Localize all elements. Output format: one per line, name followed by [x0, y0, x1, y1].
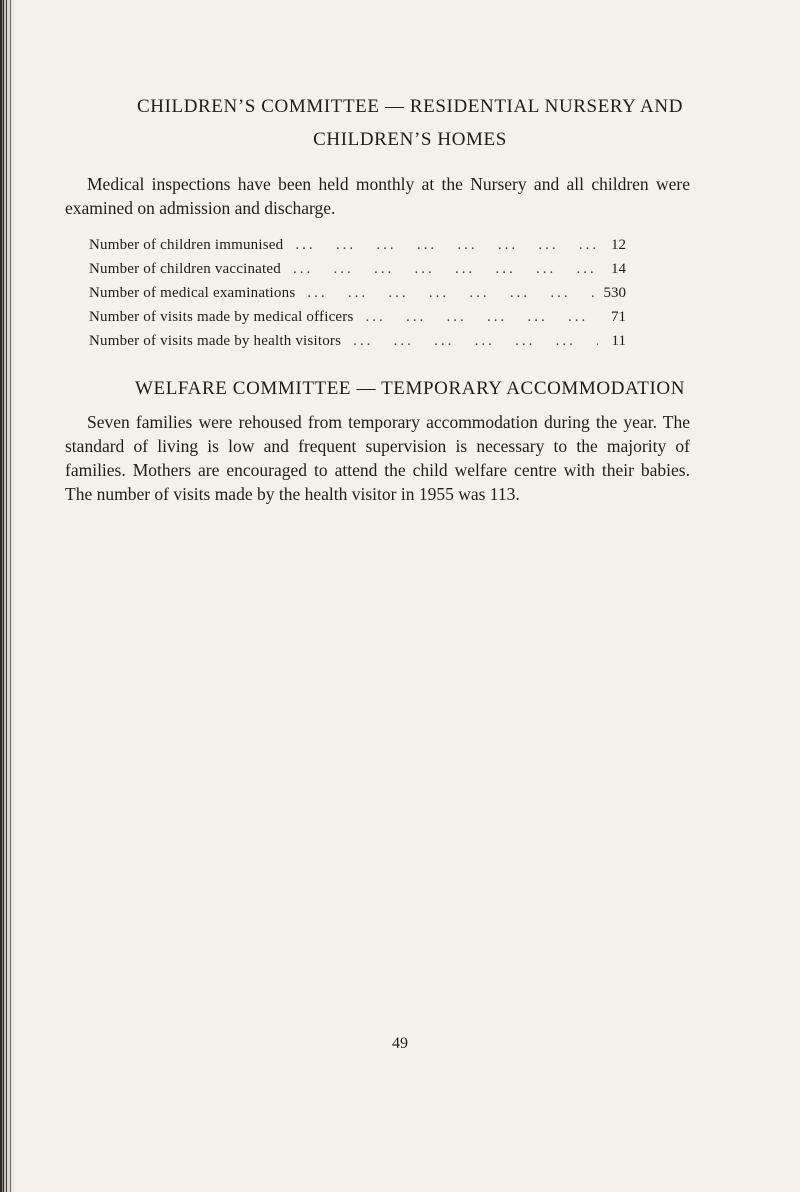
statistics-value: 71: [611, 309, 626, 325]
statistics-list: [89, 233, 626, 353]
section-heading-welfare: WELFARE COMMITTEE — TEMPORARY ACCOMMODATION: [134, 378, 686, 399]
statistics-value: 12: [611, 237, 626, 253]
statistics-row: [89, 305, 626, 329]
statistics-value: 14: [611, 261, 626, 277]
children-paragraph: Medical inspections have been held monthly at the Nursery and all children were examined on admission and discharge.: [65, 174, 690, 218]
statistics-row: [89, 257, 626, 281]
page-number: 49: [392, 1035, 408, 1052]
dot-leader: [354, 305, 598, 329]
dot-leader: [281, 257, 598, 281]
statistics-label: Number of visits made by health visitors: [89, 333, 342, 349]
dot-leader: [283, 233, 598, 257]
dot-leader: [341, 329, 598, 353]
dot-leader: [295, 281, 598, 305]
statistics-label: Number of children immunised: [89, 237, 284, 253]
section-heading-children: CHILDREN’S COMMITTEE — RESIDENTIAL NURSERY AND: [136, 96, 684, 117]
statistics-row: [89, 329, 626, 353]
statistics-value: 11: [611, 333, 626, 349]
statistics-value: 530: [603, 285, 626, 301]
section-heading-children-continued: CHILDREN’S HOMES: [313, 129, 507, 150]
statistics-row: [89, 281, 626, 305]
statistics-label: Number of medical examinations: [89, 285, 296, 301]
welfare-paragraph: Seven families were rehoused from temporary accommodation during the year. The standard of living is low and frequent supervision is necessary to the majority of families. Mothers are encouraged to attend the child welfare centre with their babies. The number of visits made by the health visitor in 1955 was 113.: [65, 412, 690, 504]
statistics-label: Number of children vaccinated: [89, 261, 281, 277]
statistics-label: Number of visits made by medical officers: [89, 309, 354, 325]
statistics-row: [89, 233, 626, 257]
